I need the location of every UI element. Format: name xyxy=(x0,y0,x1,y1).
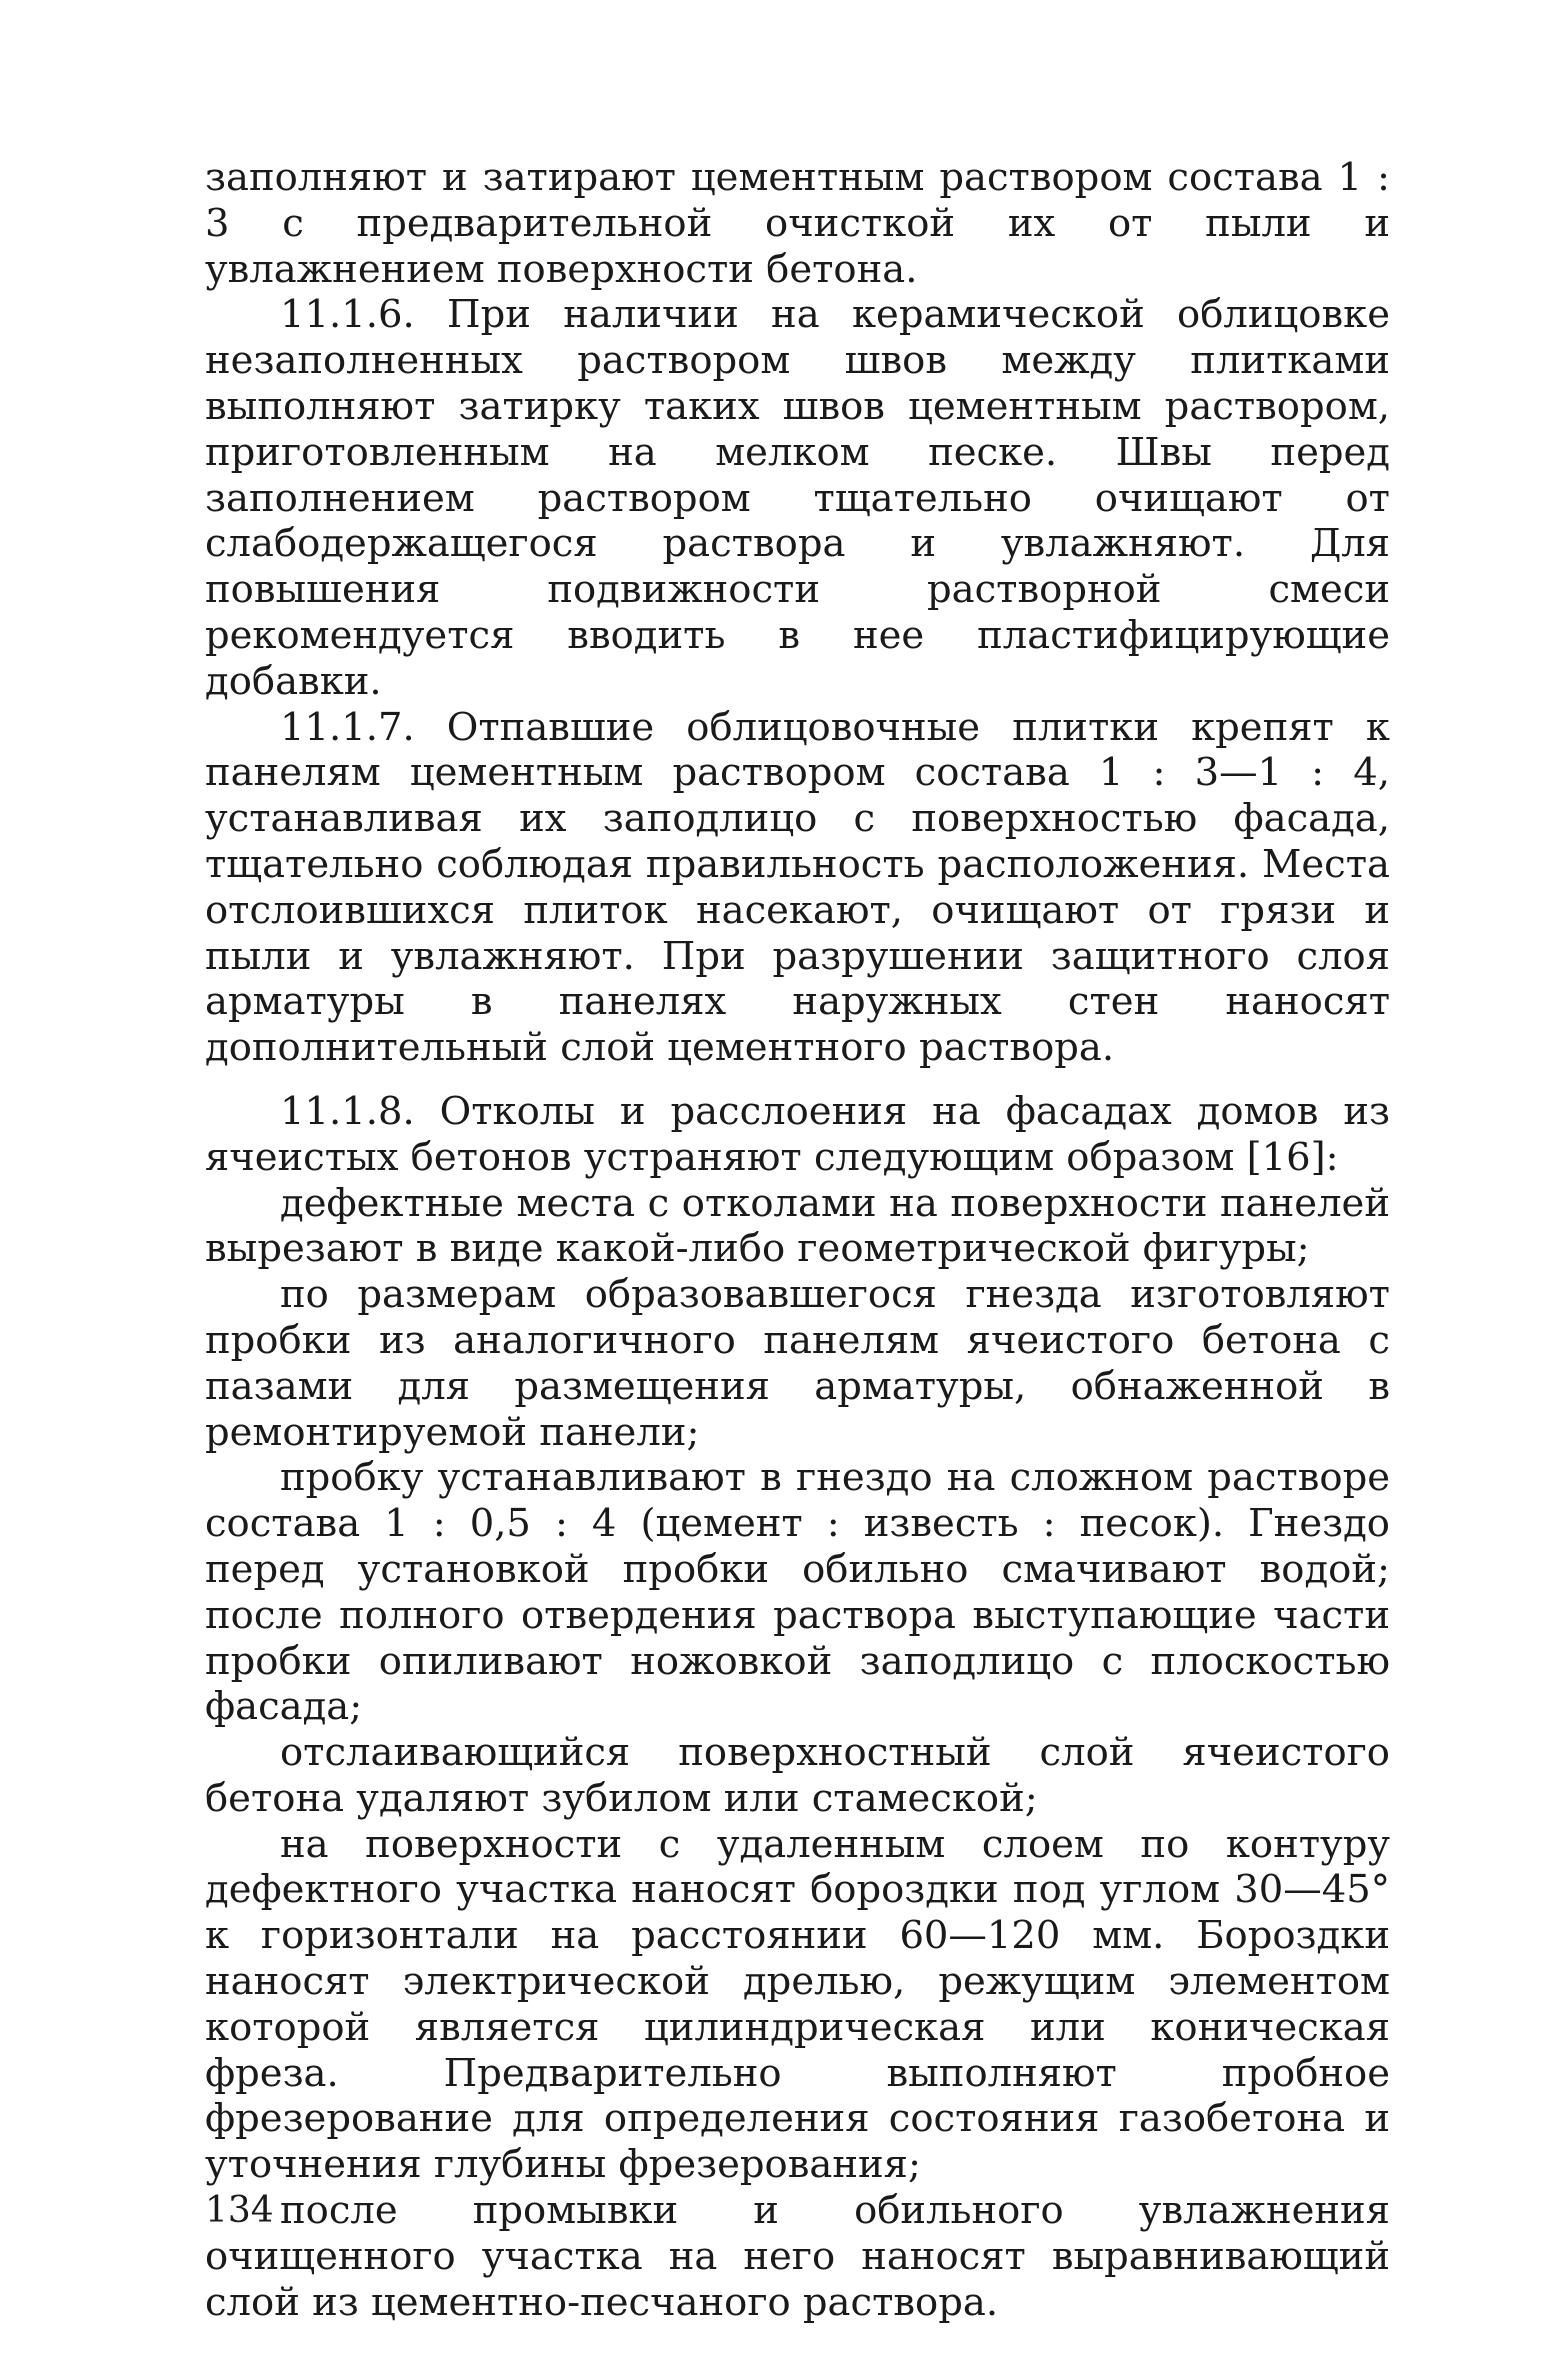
list-item-layer-removal: отслаивающийся поверхностный слой ячеистого бетона удаляют зубилом или стамеской; xyxy=(205,1730,1390,1821)
paragraph-11-1-6: 11.1.6. При наличии на керамической облицовке незаполненных раствором швов между плитками выполняют затирку таких швов цементным раствором, приготовленным на мелком песке. Швы перед заполнением раствором тщательно очищают от слабодержащегося раствора и увлажняют. Для повышения подвижности растворной смеси рекомендуется вводить в нее пластифицирующие добавки. xyxy=(205,292,1390,704)
list-item-defect-cutting: дефектные места с отколами на поверхности панелей вырезают в виде какой-либо геометрической фигуры; xyxy=(205,1180,1390,1272)
paragraph-continuation: заполняют и затирают цементным раствором состава 1 : 3 с предварительной очисткой их от пыли и увлажнением поверхности бетона. xyxy=(205,155,1390,292)
list-item-plug-installation: пробку устанавливают в гнездо на сложном растворе состава 1 : 0,5 : 4 (цемент : известь : песок). Гнездо перед установкой пробки обильно смачивают водой; после полного отвердения раствора выступающие части пробки опиливают ножовкой заподлицо с плоскостью фасада; xyxy=(205,1455,1390,1730)
list-item-grooving: на поверхности с удаленным слоем по контуру дефектного участка наносят бороздки под углом 30—45° к горизонтали на расстоянии 60—120 мм. Бороздки наносят электрической дрелью, режущим элементом которой является цилиндрическая или коническая фреза. Предварительно выполняют пробное фрезерование для определения состояния газобетона и уточнения глубины фрезерования; xyxy=(205,1821,1390,2188)
list-item-leveling-layer: после промывки и обильного увлажнения очищенного участка на него наносят выравнивающий слой из цементно-песчаного раствора. xyxy=(205,2188,1390,2325)
page-number: 134 xyxy=(205,2190,274,2231)
paragraph-11-1-8: 11.1.8. Отколы и расслоения на фасадах домов из ячеистых бетонов устраняют следующим образом [16]: xyxy=(205,1088,1390,1180)
list-item-plug-making: по размерам образовавшегося гнезда изготовляют пробки из аналогичного панелям ячеистого бетона с пазами для размещения арматуры, обнаженной в ремонтируемой панели; xyxy=(205,1272,1390,1455)
paragraph-11-1-7: 11.1.7. Отпавшие облицовочные плитки крепят к панелям цементным раствором состава 1 : 3—1 : 4, устанавливая их заподлицо с поверхностью фасада, тщательно соблюдая правильность расположения. Места отслоившихся плиток насекают, очищают от грязи и пыли и увлажняют. При разрушении защитного слоя арматуры в панелях наружных стен наносят дополнительный слой цементного раствора. xyxy=(205,704,1390,1071)
page-text-block xyxy=(205,155,1390,2325)
